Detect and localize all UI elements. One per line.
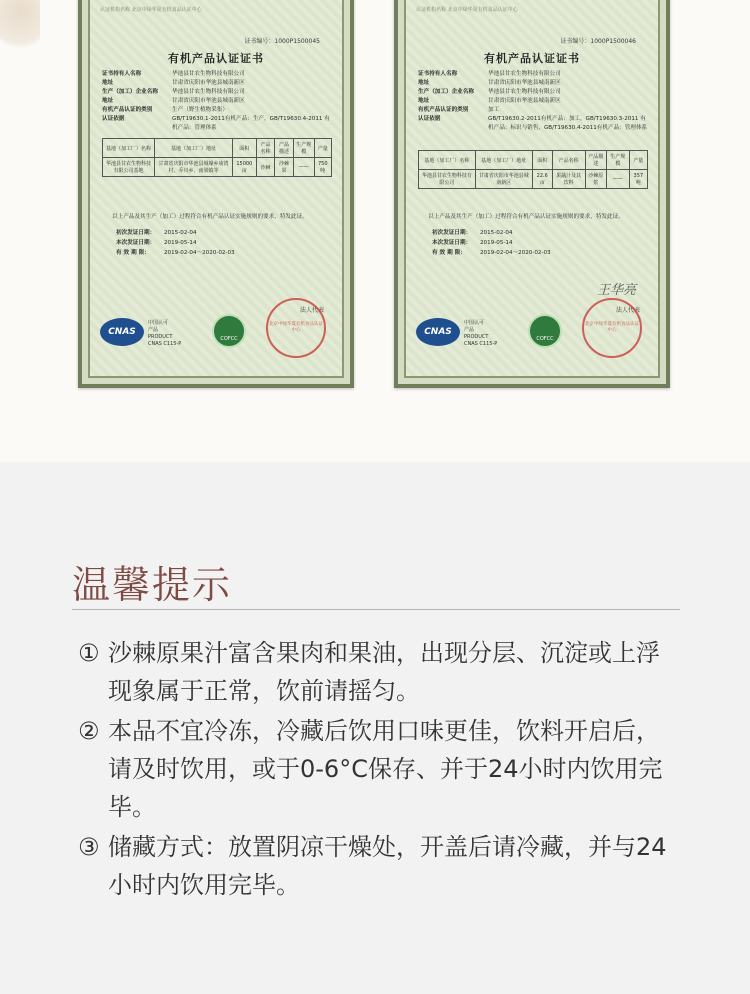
table-header: 面积	[232, 139, 256, 158]
field-value: 华池县甘农生物科技有限公司	[172, 71, 245, 77]
cert-issuer-line: 认证机构名称 北京中绿华夏有机食品认证中心	[416, 7, 518, 13]
certificate-2-body	[404, 0, 660, 378]
table-header: 生产规模	[606, 151, 629, 170]
tip-number: ①	[78, 639, 100, 667]
list-item	[78, 828, 680, 904]
cnas-text	[148, 320, 181, 348]
certificate-1-body	[88, 0, 344, 378]
field-value: 华池县甘农生物科技有限公司	[488, 71, 561, 77]
cert-dates	[116, 228, 235, 258]
table-row	[419, 170, 648, 189]
tip-text: 沙棘原果汁富含果肉和果油，出现分层、沉淀或上浮现象属于正常，饮前请摇匀。	[108, 639, 660, 705]
table-cell: 华池县甘农生物科技有限公司基地	[103, 158, 155, 177]
cert-table	[102, 138, 332, 177]
table-cell: 华池县甘农生物科技有限公司	[419, 170, 476, 189]
certificate-2	[394, 0, 670, 388]
table-row	[103, 158, 332, 177]
table-cell: 15000亩	[232, 158, 256, 177]
cert-number: 证书编号：1000P1500045	[244, 38, 320, 45]
date-value: 2019-05-14	[164, 240, 197, 246]
tip-number: ②	[78, 717, 100, 745]
field-label: 生产（加工）企业名称	[102, 89, 158, 95]
field-label: 地址	[418, 98, 430, 104]
table-header: 面积	[532, 151, 552, 170]
certificates-section	[0, 0, 750, 462]
field-label: 有机产品认证的类别	[102, 107, 153, 113]
field-label: 认证依据	[418, 116, 441, 122]
table-header: 基地（加工厂）名称	[419, 151, 476, 170]
notice-section	[0, 462, 750, 994]
field-label: 认证依据	[102, 116, 125, 122]
tip-text: 本品不宜冷冻，冷藏后饮用口味更佳，饮料开启后，请及时饮用，或于0-6°C保存、并于24小时内饮用完毕。	[108, 717, 663, 821]
cert-fields	[102, 70, 332, 133]
field-label: 证书持有人名称	[418, 71, 458, 77]
date-value: 2015-02-04	[164, 230, 197, 236]
cnas-line: 中国认可	[148, 320, 169, 326]
cnas-text	[464, 320, 497, 348]
official-stamp: 北京中绿华夏有机食品认证中心	[266, 298, 326, 358]
cert-title: 有机产品认证证书	[168, 52, 264, 65]
tips-list	[78, 634, 680, 906]
date-value: 2019-05-14	[480, 240, 513, 246]
field-label: 地址	[102, 98, 114, 104]
table-header: 基地（加工厂）地址	[475, 151, 532, 170]
field-value: GB/T19630.1-2011有机产品：生产，GB/T19630.4-2011 有机产品：管理体系	[172, 116, 330, 131]
cnas-line: 中国认可	[464, 320, 485, 326]
field-label: 生产（加工）企业名称	[418, 89, 474, 95]
field-label: 地址	[102, 80, 114, 86]
date-label: 有 效 期 限：	[432, 250, 466, 256]
list-item	[78, 712, 680, 826]
legal-representative-label: 法人代表	[615, 307, 640, 314]
table-header: 基地（加工厂）地址	[155, 139, 233, 158]
cnas-line: CNAS C115-P	[148, 341, 182, 347]
decor-left	[0, 0, 40, 60]
table-header-row	[103, 139, 332, 158]
table-cell: 甘肃省庆阳市华池县城南新区	[475, 170, 532, 189]
date-label: 初次发证日期：	[116, 230, 156, 236]
official-stamp: 北京中绿华夏有机食品认证中心	[582, 298, 642, 358]
field-value: 华池县甘农生物科技有限公司	[488, 89, 561, 95]
field-label: 有机产品认证的类别	[418, 107, 469, 113]
cert-fields	[418, 70, 648, 133]
table-header: 产量	[629, 151, 647, 170]
field-value: 甘肃省庆阳市华池县城南新区	[172, 98, 245, 104]
legal-representative-label: 法人代表	[299, 307, 324, 314]
table-header: 生产规模	[293, 139, 314, 158]
cnas-logo: CNAS	[100, 318, 144, 346]
field-value: 加工	[488, 107, 500, 113]
signature: 王华亮	[596, 283, 636, 298]
table-header-row	[419, 151, 648, 170]
date-label: 初次发证日期：	[432, 230, 472, 236]
cnas-line: 产品	[464, 327, 475, 333]
table-cell: 甘肃省庆阳市华池县城壕乡庙湾村、乔川乡、南梁镇等	[155, 158, 233, 177]
certificate-1	[78, 0, 354, 388]
table-cell: ——	[606, 170, 629, 189]
cofcc-logo: COFCC	[212, 314, 246, 348]
field-value: 甘肃省庆阳市华池县城南新区	[488, 98, 561, 104]
date-value: 2019-02-04～2020-02-03	[480, 250, 551, 256]
table-cell: ——	[293, 158, 314, 177]
table-header: 产品名称	[552, 151, 585, 170]
date-label: 有 效 期 限：	[116, 250, 150, 256]
list-item	[78, 634, 680, 710]
cert-issuer-line: 认证机构名称 北京中绿华夏有机食品认证中心	[100, 7, 202, 13]
date-value: 2019-02-04～2020-02-03	[164, 250, 235, 256]
cert-note: 以上产品及其生产（加工）过程符合有机产品认证实施规则的要求，特发此证。	[428, 214, 624, 220]
field-value: 生产（野生植物采集）	[172, 107, 228, 113]
field-label: 地址	[418, 80, 430, 86]
field-label: 证书持有人名称	[102, 71, 142, 77]
table-header: 产品名称	[256, 139, 275, 158]
date-value: 2015-02-04	[480, 230, 513, 236]
cert-title: 有机产品认证证书	[484, 52, 580, 65]
tip-text: 储藏方式：放置阴凉干燥处，开盖后请冷藏，并与24小时内饮用完毕。	[108, 833, 667, 899]
cnas-line: CNAS C115-P	[464, 341, 498, 347]
cert-note: 以上产品及其生产（加工）过程符合有机产品认证实施规则的要求，特发此证。	[112, 214, 308, 220]
date-label: 本次发证日期：	[116, 240, 156, 246]
table-header: 产量	[314, 139, 331, 158]
cnas-line: PRODUCT	[148, 334, 173, 340]
table-header: 产品描述	[585, 151, 606, 170]
field-value: 华池县甘农生物科技有限公司	[172, 89, 245, 95]
notice-divider	[72, 609, 680, 610]
table-cell: 沙棘果	[275, 158, 294, 177]
cofcc-logo: COFCC	[528, 314, 562, 348]
tip-number: ③	[78, 833, 100, 861]
table-cell: 沙棘	[256, 158, 275, 177]
cert-table	[418, 150, 648, 189]
field-value: GB/T19630.2-2011有机产品：加工，GB/T19630.3-2011 有机产品：标识与销售，GB/T19630.4-2011有机产品：管理体系	[488, 116, 648, 131]
cert-dates	[432, 228, 551, 258]
field-value: 甘肃省庆阳市华池县城南新区	[488, 80, 561, 86]
table-cell: 22.6亩	[532, 170, 552, 189]
cnas-logo: CNAS	[416, 318, 460, 346]
table-cell: 果蔬汁及其饮料	[552, 170, 585, 189]
date-label: 本次发证日期：	[432, 240, 472, 246]
table-cell: 750吨	[314, 158, 331, 177]
table-cell: 357吨	[629, 170, 647, 189]
table-header: 基地（加工厂）名称	[103, 139, 155, 158]
notice-title: 温馨提示	[72, 563, 233, 607]
cnas-line: 产品	[148, 327, 159, 333]
table-header: 产品描述	[275, 139, 294, 158]
table-cell: 沙棘原浆	[585, 170, 606, 189]
field-value: 甘肃省庆阳市华池县城南新区	[172, 80, 245, 86]
cnas-line: PRODUCT	[464, 334, 489, 340]
cert-number: 证书编号：1000P1500046	[560, 38, 636, 45]
